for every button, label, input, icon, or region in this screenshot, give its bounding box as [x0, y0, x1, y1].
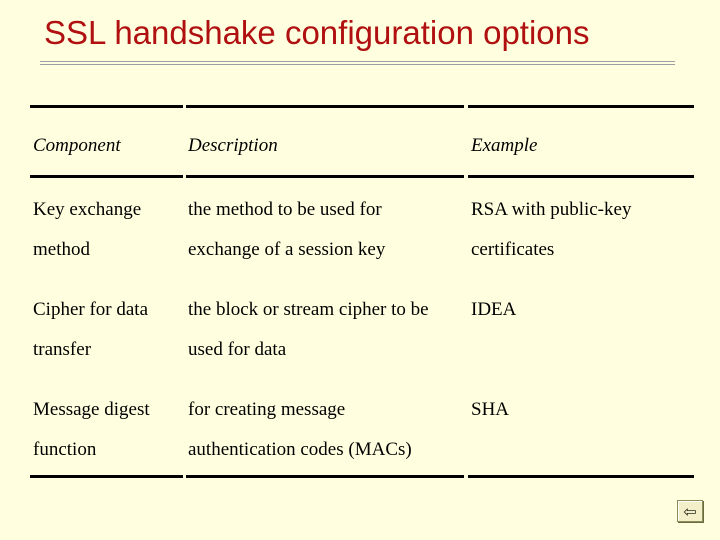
cell-description: for creating message — [188, 399, 346, 420]
cell-example: SHA — [471, 399, 510, 420]
title-underline — [40, 61, 675, 62]
cell-description: authentication codes (MACs) — [188, 439, 412, 460]
cell-description: exchange of a session key — [188, 239, 386, 260]
header-description: Description — [188, 135, 278, 156]
cell-example: IDEA — [471, 299, 517, 320]
back-arrow-icon: ⇦ — [683, 501, 697, 521]
cell-component: Cipher for data — [33, 299, 149, 320]
cell-description: the block or stream cipher to be — [188, 299, 429, 320]
cell-component: function — [33, 439, 97, 460]
slide-title: SSL handshake configuration options — [44, 14, 590, 51]
back-button[interactable] — [677, 500, 703, 522]
cell-description: used for data — [188, 339, 287, 360]
header-example: Example — [471, 135, 538, 156]
cell-component: Key exchange — [33, 199, 142, 220]
cell-component: Message digest — [33, 399, 150, 420]
cell-component: transfer — [33, 339, 92, 360]
cell-description: the method to be used for — [188, 199, 382, 220]
header-component: Component — [33, 135, 121, 156]
cell-component: method — [33, 239, 90, 260]
cell-example: RSA with public-key — [471, 199, 632, 220]
title-underline-2 — [40, 64, 675, 65]
cell-example: certificates — [471, 239, 555, 260]
